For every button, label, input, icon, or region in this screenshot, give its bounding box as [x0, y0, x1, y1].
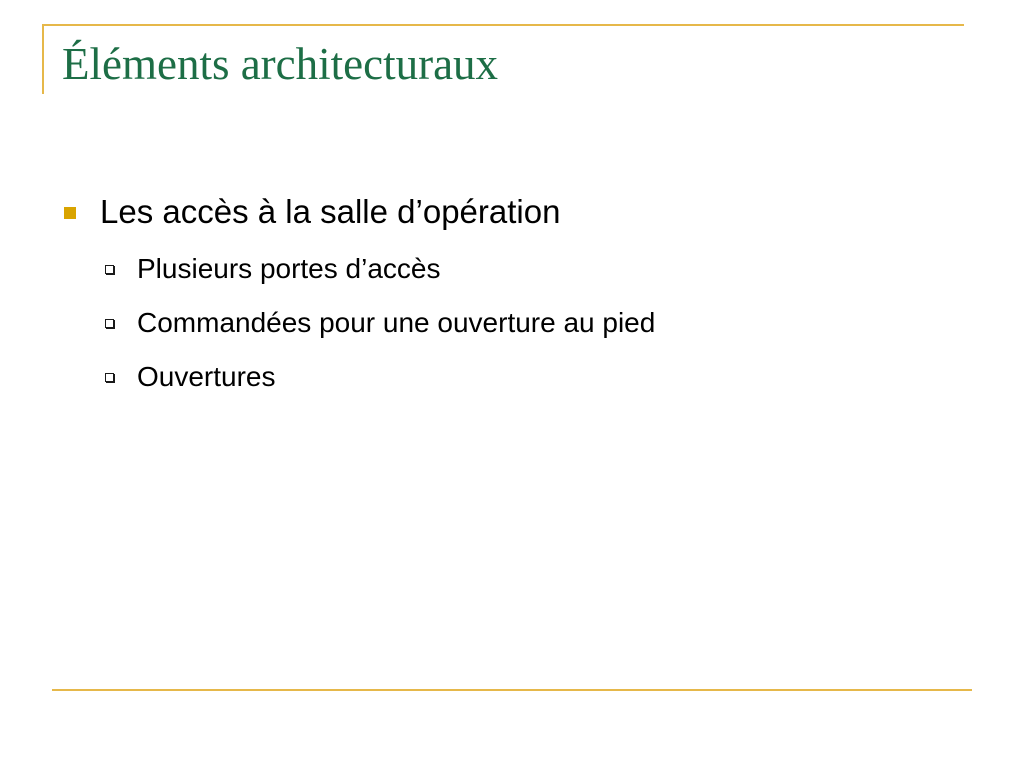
- hollow-square-bullet-icon: [105, 265, 114, 274]
- slide-title: Éléments architecturaux: [62, 39, 499, 89]
- sub-bullet-text: Commandées pour une ouverture au pied: [137, 307, 656, 338]
- footer-rule: [52, 689, 972, 691]
- sub-bullet-text: Plusieurs portes d’accès: [137, 253, 441, 284]
- sub-bullet-text: Ouvertures: [137, 361, 276, 392]
- square-bullet-icon: [64, 207, 76, 219]
- bullet-text: Les accès à la salle d’opération: [100, 193, 561, 230]
- title-frame-top-rule: [42, 24, 964, 26]
- hollow-square-bullet-icon: [105, 319, 114, 328]
- hollow-square-bullet-icon: [105, 373, 114, 382]
- title-frame-left-rule: [42, 24, 44, 94]
